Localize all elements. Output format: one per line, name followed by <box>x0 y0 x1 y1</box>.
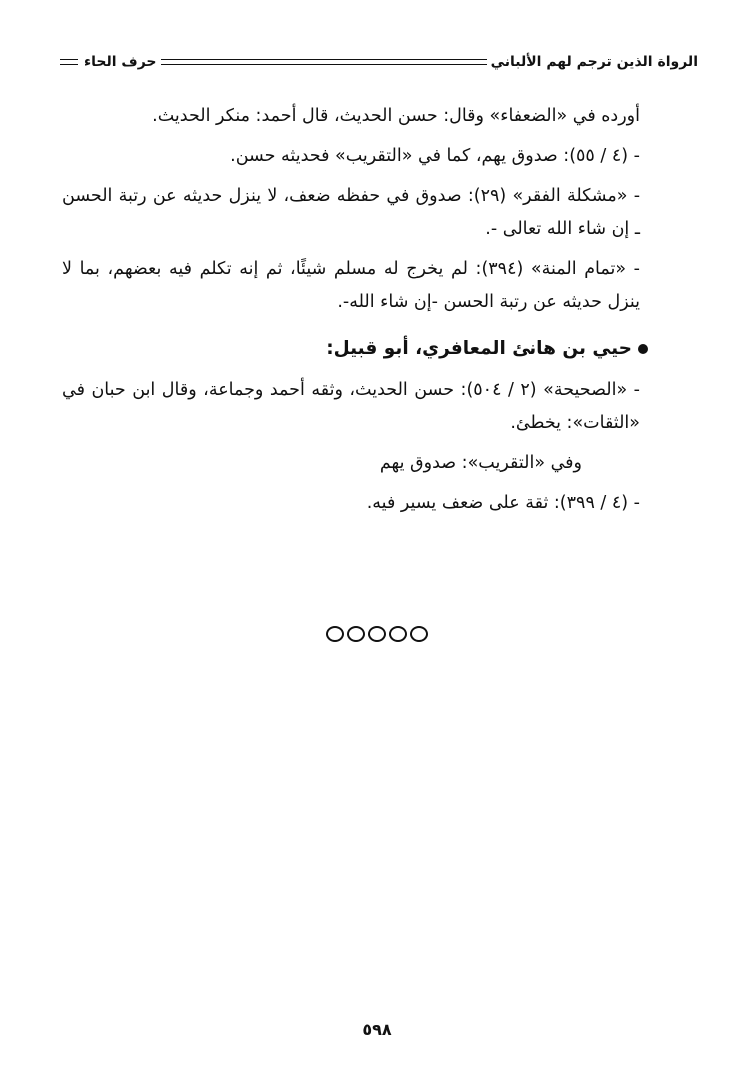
book-title: الرواة الذين ترجم لهم الألباني <box>490 54 698 70</box>
bullet-icon <box>638 344 648 354</box>
ornament-circle-icon <box>347 626 365 642</box>
paragraph: - «تمام المنة» (٣٩٤): لم يخرج له مسلم شيئًا، ثم إنه تكلم فيه بعضهم، بما لا ينزل حديثه عن رتبة الحسن -إن شاء الله-. <box>62 259 640 312</box>
ornament-circle-icon <box>389 626 407 642</box>
page-body <box>62 100 640 520</box>
header-short-rule <box>60 59 78 65</box>
paragraph: أورده في «الضعفاء» وقال: حسن الحديث، قال أحمد: منكر الحديث. <box>152 106 640 126</box>
entry-heading <box>62 331 648 367</box>
entry-heading-text: حيي بن هانئ المعافري، أبو قبيل: <box>326 338 632 359</box>
paragraph: - «مشكلة الفقر» (٢٩): صدوق في حفظه ضعف، لا ينزل حديثه عن رتبة الحسن ـ إن شاء الله تعالى -. <box>62 186 641 239</box>
paragraph: - (٤ / ٥٥): صدوق يهم، كما في «التقريب» فحديثه حسن. <box>230 146 640 166</box>
ornament-circle-icon <box>326 626 344 642</box>
chapter-title: حرف الحاء <box>84 54 157 70</box>
header-rule <box>161 59 487 65</box>
page-number: ٥٩٨ <box>362 1020 392 1039</box>
running-header <box>60 50 698 74</box>
ornament-circle-icon <box>410 626 428 642</box>
paragraph: - (٤ / ٣٩٩): ثقة على ضعف يسير فيه. <box>366 493 640 513</box>
paragraph: - «الصحيحة» (٢ / ٥٠٤): حسن الحديث، وثقه أحمد وجماعة، وقال ابن حبان في «الثقات»: يخطئ. <box>62 380 640 433</box>
paragraph: وفي «التقريب»: صدوق يهم <box>379 453 582 473</box>
section-ornament <box>0 626 754 642</box>
ornament-circle-icon <box>368 626 386 642</box>
